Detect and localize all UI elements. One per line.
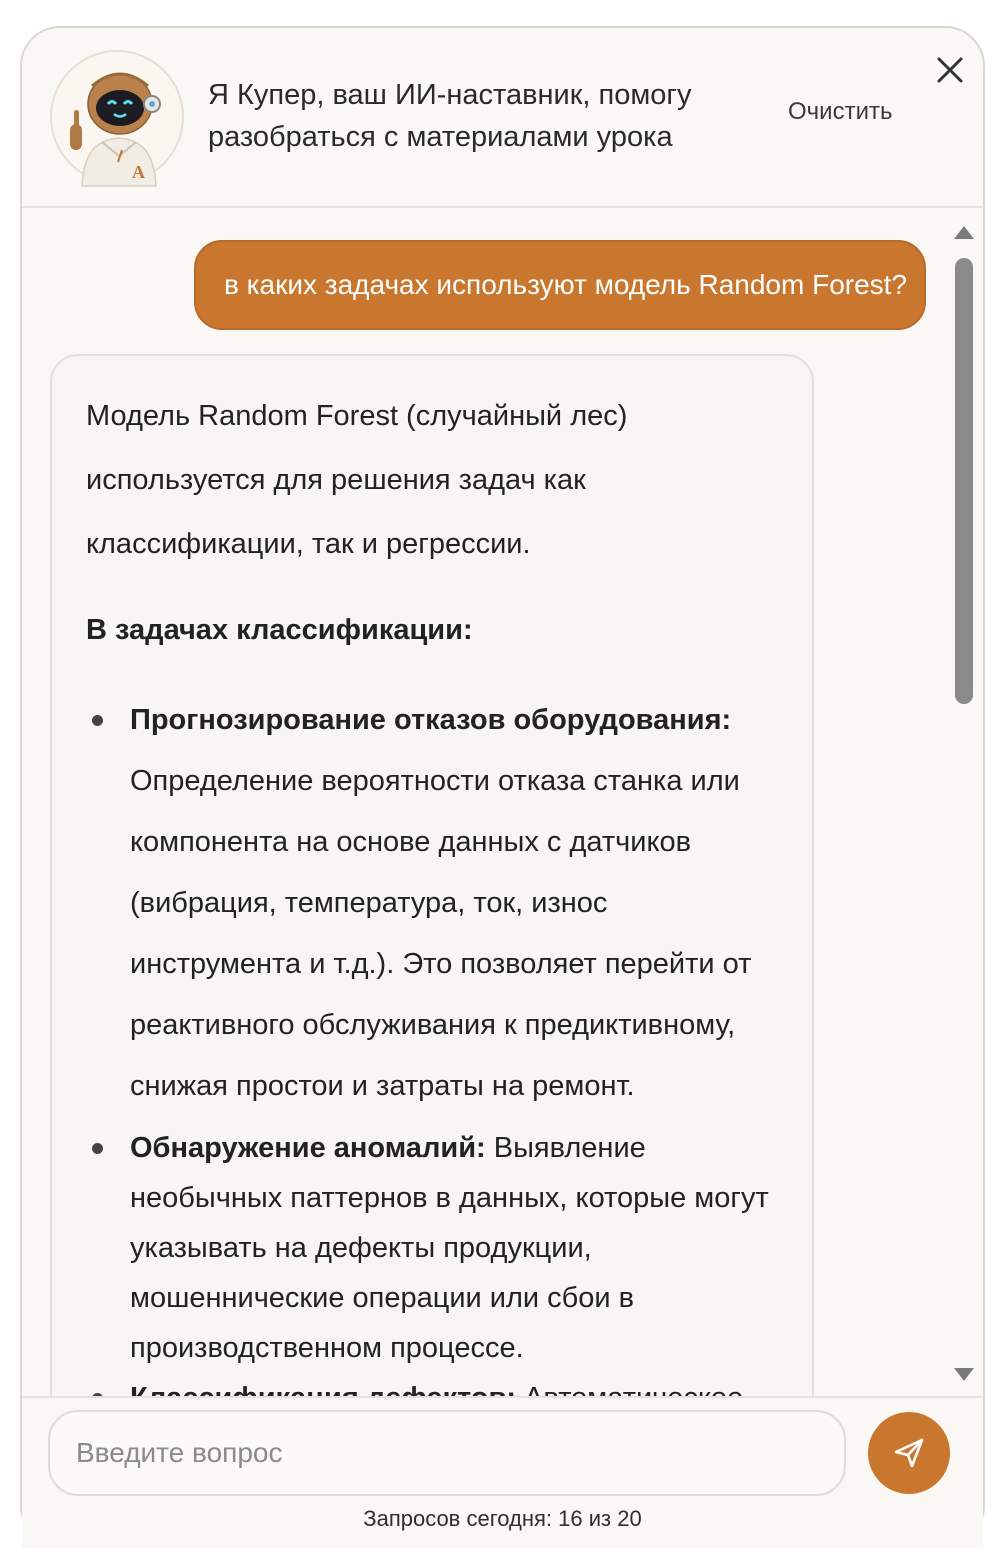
send-button[interactable] (868, 1412, 950, 1494)
list-item-text: Выявление необычных паттернов в данных, которые могут указывать на дефекты продукции, мошеннические операции или сбои в производственном процессе. (130, 1132, 769, 1364)
chat-messages (22, 210, 983, 1396)
chat-header (22, 28, 983, 208)
close-icon (930, 50, 970, 90)
svg-text:A: A (132, 162, 145, 182)
section-heading: В задачах классификации: (86, 614, 473, 646)
scroll-down-arrow-icon[interactable] (954, 1368, 974, 1381)
bullet-icon (92, 715, 103, 726)
bullet-list (86, 690, 780, 1423)
list-item-title: Прогнозирование отказов оборудования: (130, 704, 732, 736)
question-input[interactable] (50, 1412, 844, 1494)
bot-message (50, 354, 814, 1474)
header-title: Я Купер, ваш ИИ-наставник, помогу разобраться с материалами урока (208, 79, 692, 153)
composer (22, 1396, 983, 1548)
list-item (86, 690, 780, 1117)
request-quota-text: Запросов сегодня: 16 из 20 (363, 1506, 642, 1531)
send-icon (891, 1435, 927, 1471)
user-message (194, 240, 926, 330)
question-input-wrapper[interactable] (48, 1410, 846, 1496)
scrollbar[interactable] (950, 210, 980, 1396)
robot-mascot-icon (52, 52, 186, 186)
chat-widget (20, 26, 985, 1546)
clear-chat-button[interactable]: Очистить (788, 98, 893, 125)
list-item (86, 1123, 780, 1373)
list-item-title: Обнаружение аномалий: (130, 1132, 486, 1164)
list-item-text: Определение вероятности отказа станка или компонента на основе данных с датчиков (вибрация, температура, ток, износ инструмента и т.д.). Это позволяет перейти от реактивного обслуживания к предиктивному, снижая простои и затраты на ремонт. (130, 765, 752, 1102)
scrollbar-thumb[interactable] (955, 258, 973, 704)
close-button[interactable] (930, 50, 970, 90)
scroll-up-arrow-icon[interactable] (954, 226, 974, 239)
bullet-icon (92, 1143, 103, 1154)
robot-mascot-avatar (50, 50, 184, 184)
bot-intro-text: Модель Random Forest (случайный лес) используется для решения задач как классификации, так и регрессии. (86, 400, 628, 560)
user-message-text: в каких задачах используют модель Random Forest? (224, 269, 908, 300)
